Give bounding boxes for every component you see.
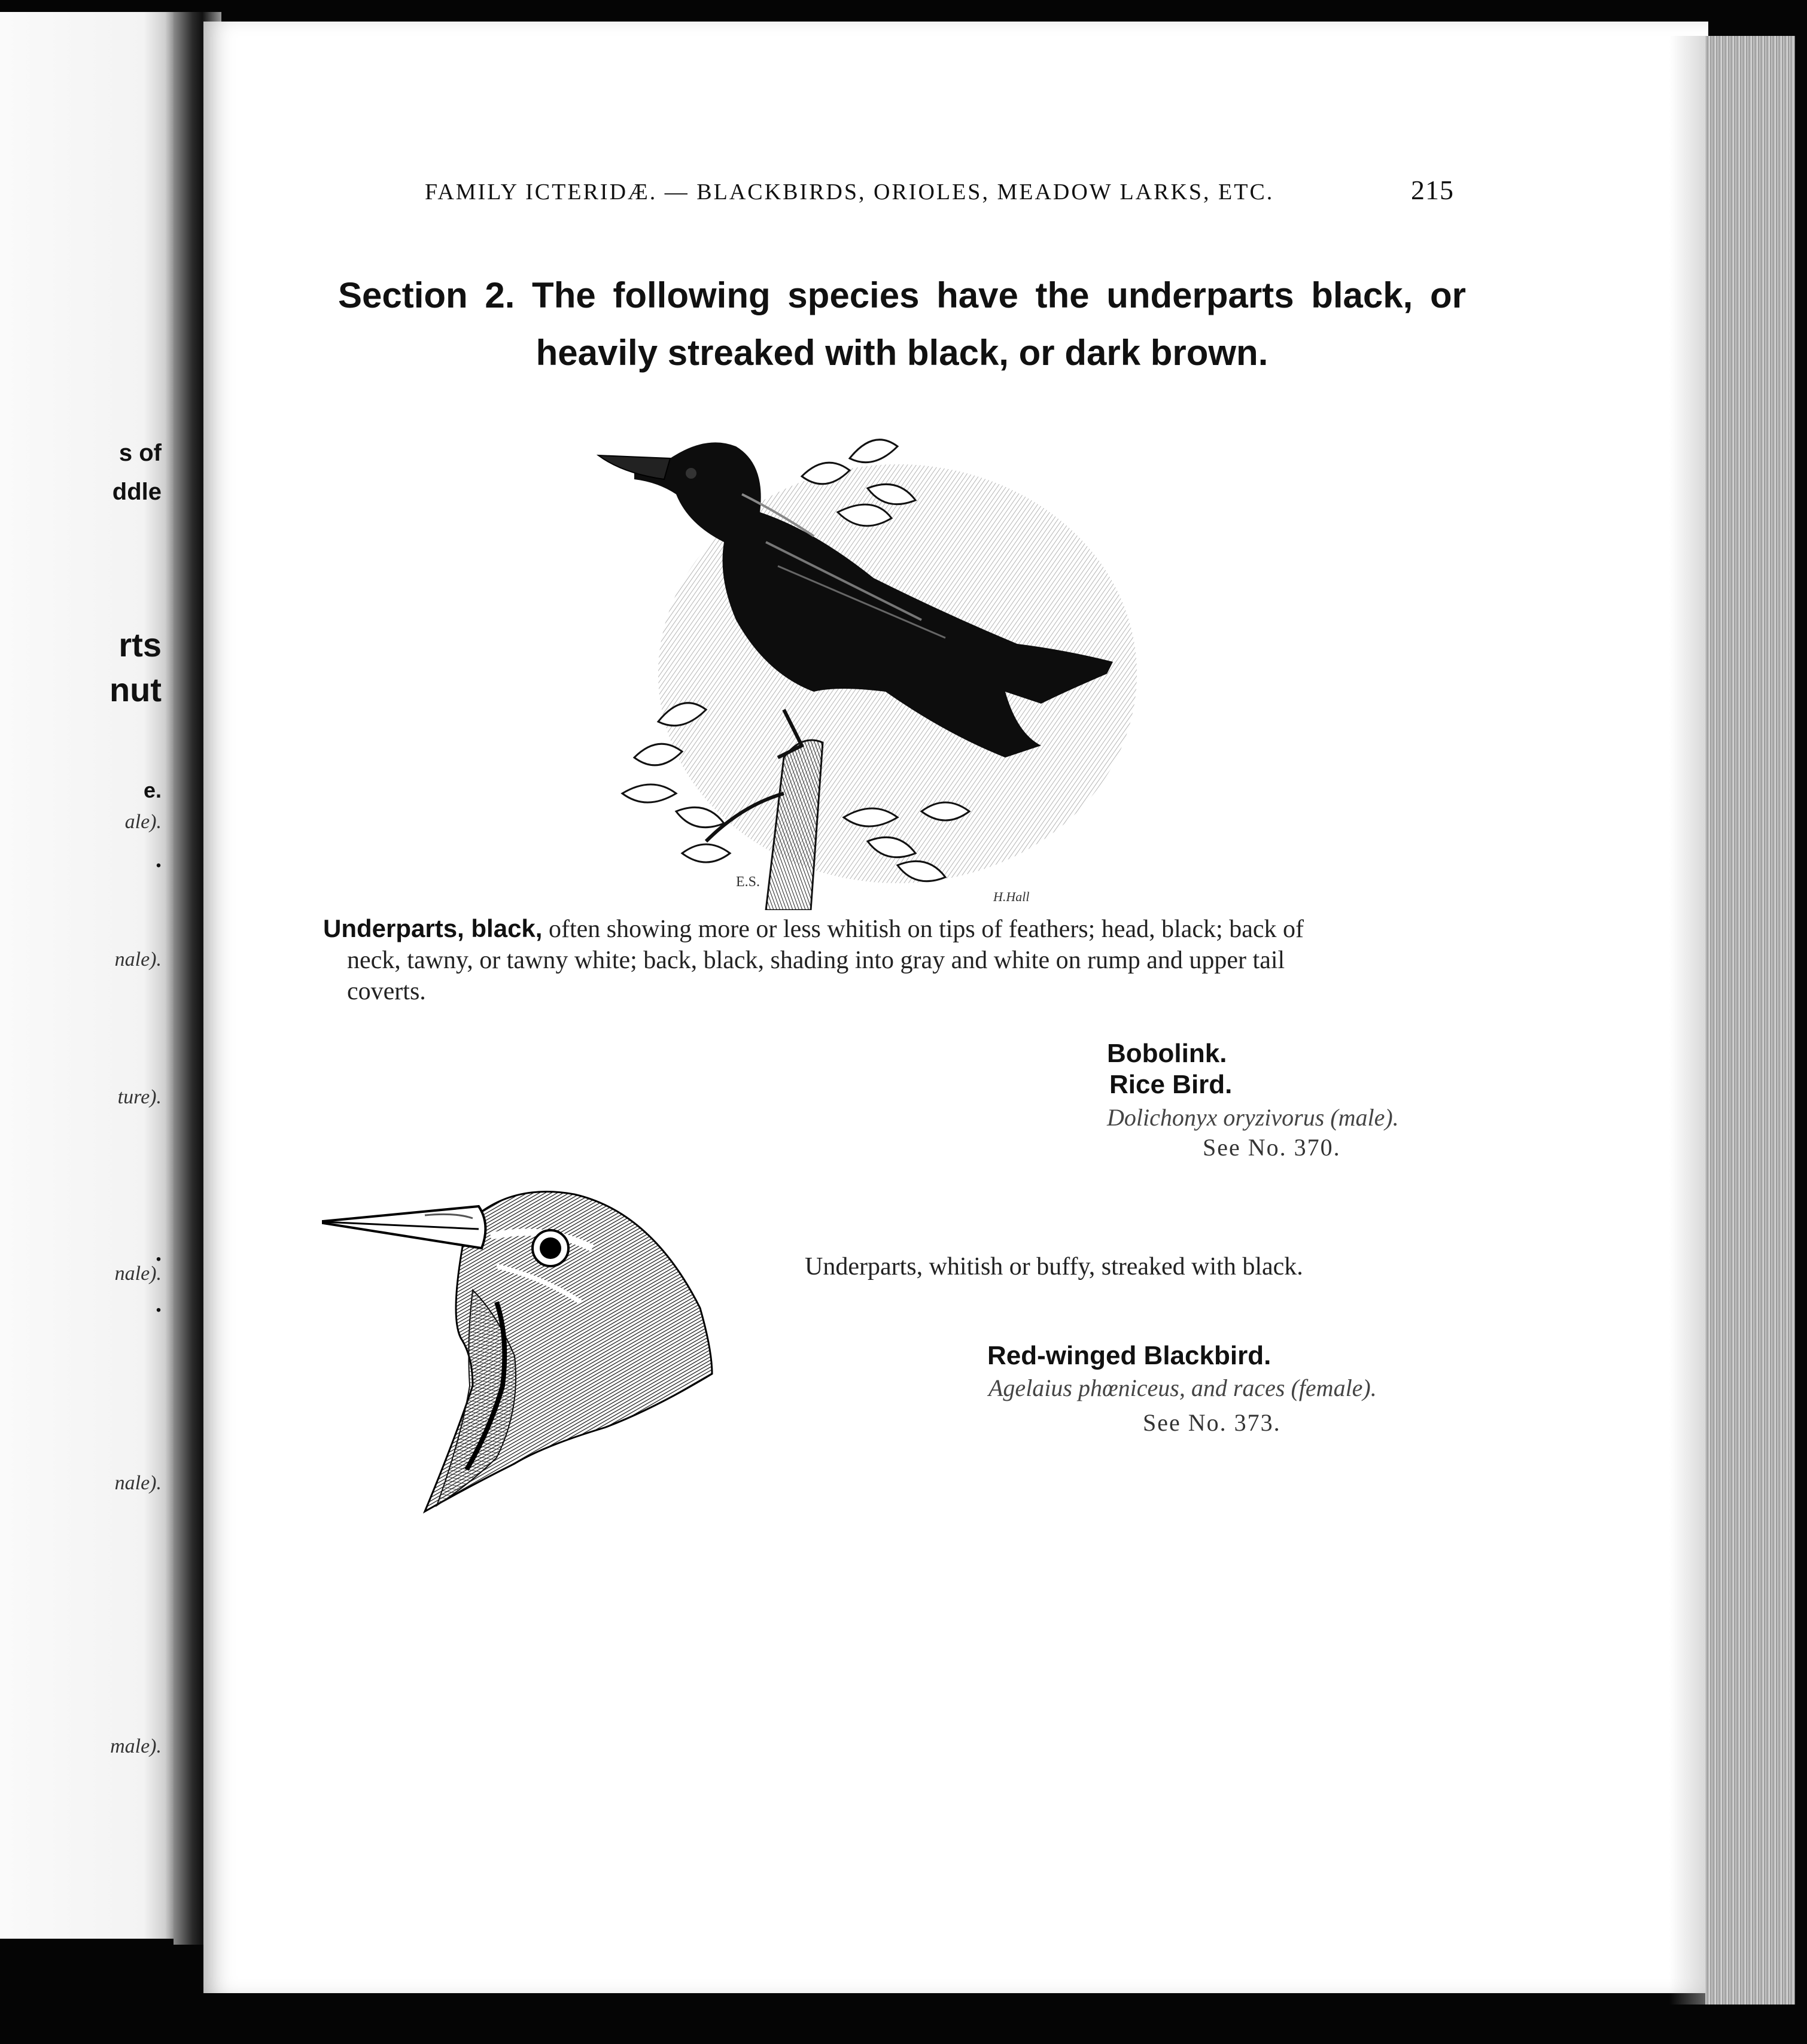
left-page: [0, 12, 180, 1939]
bobolink-see-reference: See No. 370.: [1203, 1134, 1341, 1161]
left-page-fragment: ale).: [124, 811, 162, 833]
red-winged-blackbird-latin-name: Agelaius phœniceus, and races (female).: [988, 1374, 1377, 1401]
left-page-fragment: .: [156, 845, 162, 872]
bobolink-name: Bobolink.: [1107, 1039, 1227, 1068]
running-head: [425, 174, 1454, 206]
red-winged-blackbird-name: Red-winged Blackbird.: [987, 1341, 1271, 1370]
right-page: [203, 22, 1708, 1993]
red-winged-blackbird-description: Underparts, whitish or buffy, streaked with black.: [805, 1253, 1303, 1280]
bobolink-description: [323, 913, 1328, 1007]
section-heading: Section 2. The following species have the underparts black, or heavily streaked with black, or dark brown.: [338, 275, 1466, 373]
bobolink-alt-name: Rice Bird.: [1109, 1070, 1233, 1099]
bobolink-illustration: [586, 422, 1161, 910]
engraver-mark-1: E.S.: [736, 874, 760, 890]
left-page-fragment: ddle: [112, 479, 162, 505]
left-page-fragment: ture).: [117, 1086, 162, 1108]
page-number: 215: [1411, 175, 1454, 205]
left-page-fragment: s of: [118, 440, 162, 466]
left-page-fragment: nale).: [114, 948, 162, 971]
left-page-fragment: nut: [109, 671, 162, 708]
left-page-fragment: e.: [143, 778, 162, 802]
page-edges: [1705, 36, 1795, 2005]
running-head-title: FAMILY ICTERIDÆ. — BLACKBIRDS, ORIOLES, MEADOW LARKS, ETC.: [425, 180, 1274, 205]
red-winged-blackbird-head-illustration: [317, 1158, 784, 1517]
bobolink-description-lead: Underparts, black,: [323, 914, 543, 942]
left-page-fragment: nale).: [114, 1472, 162, 1494]
left-page-fragment: .: [156, 1239, 162, 1266]
engraver-mark-2: H.Hall: [993, 889, 1030, 904]
red-winged-blackbird-see-reference: See No. 373.: [1143, 1409, 1281, 1436]
left-page-fragment: .: [156, 1290, 162, 1317]
left-page-fragment: male).: [110, 1735, 162, 1757]
left-page-fragment: rts: [118, 626, 162, 664]
bobolink-description-body: often showing more or less whitish on tips of feathers; head, black; back of neck, tawny, or tawny white; back, black, shading into gray and white on rump and upper tail coverts.: [347, 915, 1304, 1005]
bobolink-latin-name: Dolichonyx oryzivorus (male).: [1107, 1104, 1399, 1131]
left-page-fragment: nale).: [114, 1263, 162, 1285]
